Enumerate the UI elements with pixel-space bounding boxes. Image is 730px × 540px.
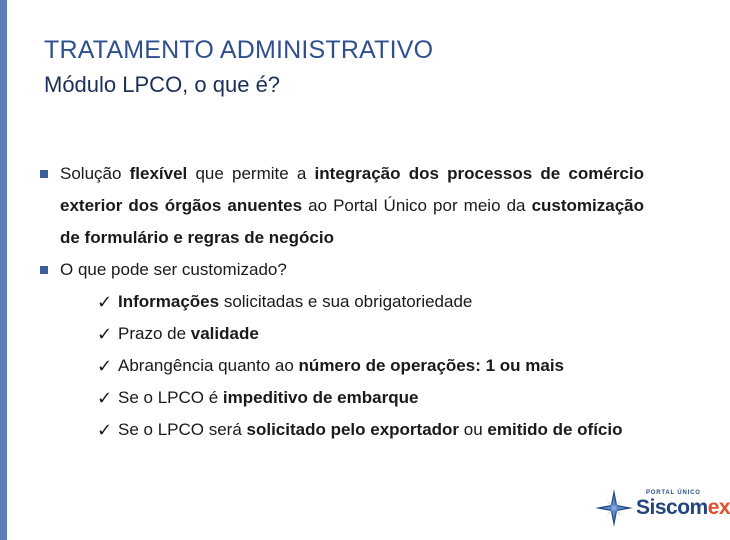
bullet-text [60, 158, 644, 254]
logo-portal-text: PORTAL ÚNICO [646, 490, 701, 496]
checklist-text [118, 318, 644, 350]
square-bullet-icon [40, 266, 48, 274]
bold-span: validade [190, 324, 259, 343]
slide-title: TRATAMENTO ADMINISTRATIVO [44, 36, 434, 64]
checklist-text [118, 382, 644, 414]
brand-accent: ex [707, 496, 730, 519]
text-span: Se o LPCO é [118, 388, 223, 407]
text-span: Prazo de [118, 324, 191, 343]
star-compass-icon [594, 488, 634, 528]
text-span: Abrangência quanto ao [118, 356, 299, 375]
bold-span: emitido de ofício [487, 420, 623, 439]
bold-span: número de operações: 1 ou mais [298, 356, 565, 375]
text-span: ou [459, 420, 488, 439]
checklist-item [97, 382, 644, 414]
checkmark-icon: ✓ [97, 388, 113, 408]
checklist-text [118, 350, 644, 382]
bullet-item [60, 158, 644, 254]
text-span: Se o LPCO será [118, 420, 247, 439]
logo-brand-text [636, 496, 730, 520]
bold-span: customização de formulário e regras de negócio [60, 196, 644, 247]
checklist-text [118, 286, 644, 318]
bold-span: impeditivo de embarque [222, 388, 419, 407]
bullet-item [60, 254, 644, 286]
checklist-item [97, 318, 644, 350]
text-span: que permite a [187, 164, 315, 183]
checklist [97, 286, 644, 446]
text-span: solicitadas e sua obrigatoriedade [219, 292, 473, 311]
checkmark-icon: ✓ [97, 420, 113, 440]
slide-content [60, 158, 644, 446]
checklist-item [97, 414, 644, 446]
checklist-text [118, 414, 644, 446]
checkmark-icon: ✓ [97, 356, 113, 376]
checkmark-icon: ✓ [97, 292, 113, 312]
bullet-text: O que pode ser customizado? [60, 260, 287, 279]
left-accent-bar [0, 0, 7, 540]
text-span: ao Portal Único por meio da [302, 196, 532, 215]
bold-span: Informações [118, 292, 220, 311]
bold-span: flexível [129, 164, 188, 183]
square-bullet-icon [40, 170, 48, 178]
checkmark-icon: ✓ [97, 324, 113, 344]
brand-main: Siscom [636, 496, 708, 519]
slide-heading [44, 34, 433, 100]
checklist-item [97, 286, 644, 318]
slide-subtitle: Módulo LPCO, o que é? [44, 72, 281, 97]
text-span: Solução [60, 164, 130, 183]
bold-span: integração dos processos de comércio exterior dos órgãos anuentes [60, 164, 644, 215]
checklist-item [97, 350, 644, 382]
bold-span: solicitado pelo exportador [246, 420, 460, 439]
siscomex-logo [594, 486, 730, 530]
